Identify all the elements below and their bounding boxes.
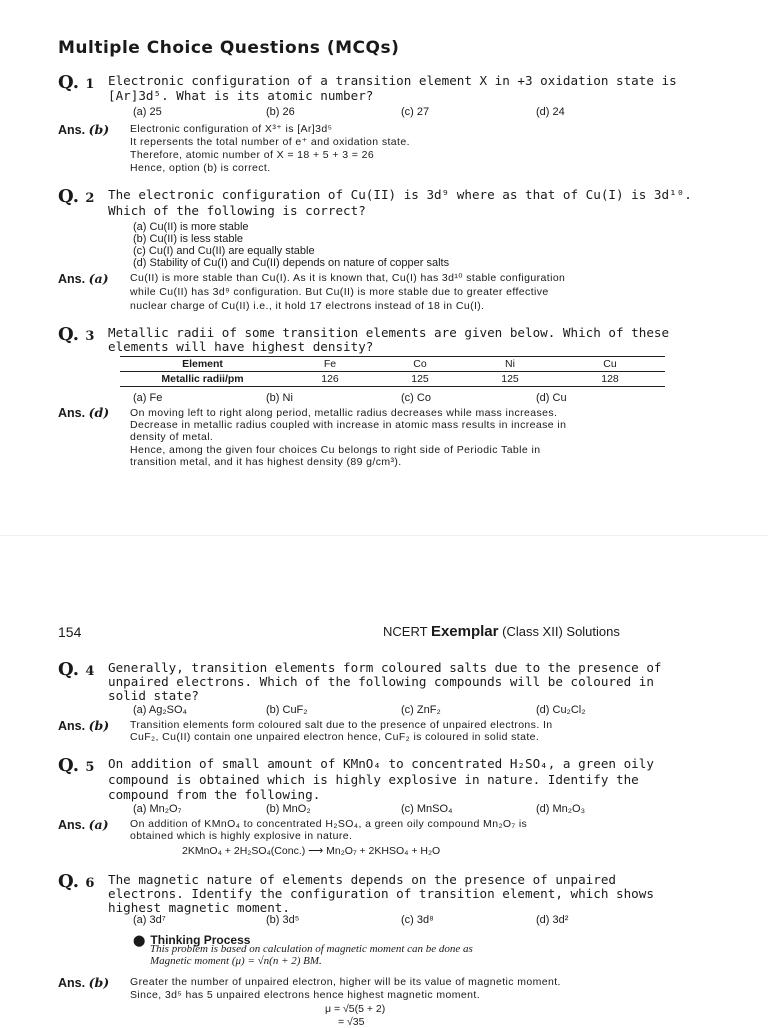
q4-option-b: (b) CuF₂ (266, 704, 308, 716)
question-2-line-1: The electronic configuration of Cu(II) is 3d⁹ where as that of Cu(I) is 3d¹⁰. (108, 187, 692, 202)
q2-option-a: (a) Cu(II) is more stable (133, 221, 249, 233)
q5-answer-line-2: obtained which is highly explosive in nature. (130, 830, 353, 842)
question-1-number: Q. 1 (58, 72, 95, 93)
q5-option-a: (a) Mn₂O₇ (133, 803, 182, 815)
q3-answer-line-4: Hence, among the given four choices Cu belongs to right side of Periodic Table in (130, 444, 541, 456)
question-5-number: Q. 5 (58, 755, 95, 776)
q1-answer-label: Ans. (b) (58, 122, 110, 137)
q3-answer-line-3: density of metal. (130, 431, 214, 443)
q1-option-c: (c) 27 (401, 106, 430, 118)
page-separator (0, 535, 768, 536)
q1-option-a: (a) 25 (133, 106, 162, 118)
question-2-line-2: Which of the following is correct? (108, 203, 366, 218)
q6-option-c: (c) 3d⁸ (401, 914, 434, 926)
q4-answer-line-2: CuF₂, Cu(II) contain one unpaired electron hence, CuF₂ is coloured in solid state. (130, 731, 540, 743)
table-header-fe: Fe (285, 357, 375, 372)
q1-answer-line-1: Electronic configuration of X³⁺ is [Ar]3d⁵ (130, 123, 333, 135)
question-1-line-2: [Ar]3d⁵. What is its atomic number? (108, 88, 374, 103)
q2-answer-label: Ans. (a) (58, 271, 109, 286)
q5-equation: 2KMnO₄ + 2H₂SO₄(Conc.) ⟶ Mn₂O₇ + 2KHSO₄ + H₂O (182, 845, 441, 857)
question-5-line-1: On addition of small amount of KMnO₄ to concentrated H₂SO₄, a green oily (108, 756, 654, 771)
q5-answer-line-1: On addition of KMnO₄ to concentrated H₂SO₄, a green oily compound Mn₂O₇ is (130, 818, 528, 830)
table-cell-cu: 128 (555, 372, 665, 387)
q3-answer-line-5: transition metal, and it has highest density (89 g/cm³). (130, 456, 402, 468)
question-3-line-1: Metallic radii of some transition elements are given below. Which of these (108, 325, 670, 340)
q4-option-c: (c) ZnF₂ (401, 704, 441, 716)
q4-option-a: (a) Ag₂SO₄ (133, 704, 188, 716)
q3-answer-line-2: Decrease in metallic radius coupled with increase in atomic mass results in increase in (130, 419, 567, 431)
question-6-line-1: The magnetic nature of elements depends on the presence of unpaired (108, 872, 616, 887)
q2-answer-line-3: nuclear charge of Cu(II) i.e., it hold 17 electrons instead of 18 in Cu(I). (130, 300, 485, 312)
thinking-process-header: ⬤ Thinking Process (133, 933, 251, 947)
question-3-line-2: elements will have highest density? (108, 339, 374, 354)
page-title: Multiple Choice Questions (MCQs) (58, 38, 400, 58)
table-row (120, 372, 665, 387)
q2-option-b: (b) Cu(II) is less stable (133, 233, 244, 245)
q3-option-d: (d) Cu (536, 392, 567, 404)
q1-answer-line-4: Hence, option (b) is correct. (130, 162, 271, 174)
q3-option-a: (a) Fe (133, 392, 163, 404)
book-title: NCERT Exemplar (Class XII) Solutions (383, 623, 620, 640)
q5-option-c: (c) MnSO₄ (401, 803, 453, 815)
q3-answer-label: Ans. (d) (58, 405, 110, 420)
q5-option-b: (b) MnO₂ (266, 803, 311, 815)
table-row-label: Metallic radii/pm (120, 372, 285, 387)
q4-answer-line-1: Transition elements form coloured salt due to the presence of unpaired electrons. In (130, 719, 553, 731)
thinking-line-2: Magnetic moment (μ) = √n(n + 2) BM. (150, 955, 322, 967)
q3-option-b: (b) Ni (266, 392, 293, 404)
q6-equation: μ = √5(5 + 2) (325, 1003, 386, 1015)
question-4-line-3: solid state? (108, 688, 199, 703)
q6-option-a: (a) 3d⁷ (133, 914, 166, 926)
table-header-row (120, 357, 665, 372)
question-1-line-1: Electronic configuration of a transition element X in +3 oxidation state is (108, 73, 677, 88)
question-2-number: Q. 2 (58, 186, 95, 207)
question-3-number: Q. 3 (58, 324, 95, 345)
question-5-line-3: compound from the following. (108, 787, 321, 802)
question-4-line-1: Generally, transition elements form coloured salts due to the presence of (108, 660, 662, 675)
q3-option-c: (c) Co (401, 392, 431, 404)
table-header-ni: Ni (465, 357, 555, 372)
q1-option-b: (b) 26 (266, 106, 295, 118)
table-cell-co: 125 (375, 372, 465, 387)
q2-answer-line-1: Cu(II) is more stable than Cu(I). As it is known that, Cu(I) has 3d¹⁰ stable configuration (130, 272, 566, 284)
q1-answer-line-2: It repersents the total number of e⁺ and oxidation state. (130, 136, 410, 148)
table-header-co: Co (375, 357, 465, 372)
bullet-icon: ⬤ (133, 934, 146, 947)
q4-option-d: (d) Cu₂Cl₂ (536, 704, 586, 716)
question-6-line-3: highest magnetic moment. (108, 900, 290, 915)
q4-answer-label: Ans. (b) (58, 718, 110, 733)
q2-option-c: (c) Cu(I) and Cu(II) are equally stable (133, 245, 315, 257)
q6-answer-line-1: Greater the number of unpaired electron, higher will be its value of magnetic moment. (130, 976, 561, 988)
q6-option-b: (b) 3d⁵ (266, 914, 300, 926)
q2-answer-line-2: while Cu(II) has 3d⁹ configuration. But Cu(II) is more stable due to greater effective (130, 286, 549, 298)
thinking-line-1: This problem is based on calculation of magnetic moment can be done as (150, 943, 473, 955)
question-4-number: Q. 4 (58, 659, 95, 680)
question-4-line-2: unpaired electrons. Which of the following compounds will be coloured in (108, 674, 654, 689)
table-cell-fe: 126 (285, 372, 375, 387)
q6-option-d: (d) 3d² (536, 914, 569, 926)
question-6-number: Q. 6 (58, 871, 95, 892)
q1-option-d: (d) 24 (536, 106, 565, 118)
q5-answer-label: Ans. (a) (58, 817, 109, 832)
metallic-radii-table (120, 356, 665, 387)
q2-option-d: (d) Stability of Cu(I) and Cu(II) depends on nature of copper salts (133, 257, 450, 269)
q6-answer-line-2: Since, 3d⁵ has 5 unpaired electrons hence highest magnetic moment. (130, 989, 481, 1001)
question-6-line-2: electrons. Identify the configuration of transition element, which shows (108, 886, 654, 901)
page-number: 154 (58, 624, 82, 640)
question-5-line-2: compound is obtained which is highly explosive in nature. Identify the (108, 772, 639, 787)
table-cell-ni: 125 (465, 372, 555, 387)
q1-answer-line-3: Therefore, atomic number of X = 18 + 5 + 3 = 26 (130, 149, 375, 161)
q5-option-d: (d) Mn₂O₃ (536, 803, 586, 815)
q3-answer-line-1: On moving left to right along period, metallic radius decreases while mass increases. (130, 407, 558, 419)
q6-answer-label: Ans. (b) (58, 975, 110, 990)
table-header-cu: Cu (555, 357, 665, 372)
q6-equation-2: = √35 (338, 1016, 365, 1028)
table-header-element: Element (120, 357, 285, 372)
